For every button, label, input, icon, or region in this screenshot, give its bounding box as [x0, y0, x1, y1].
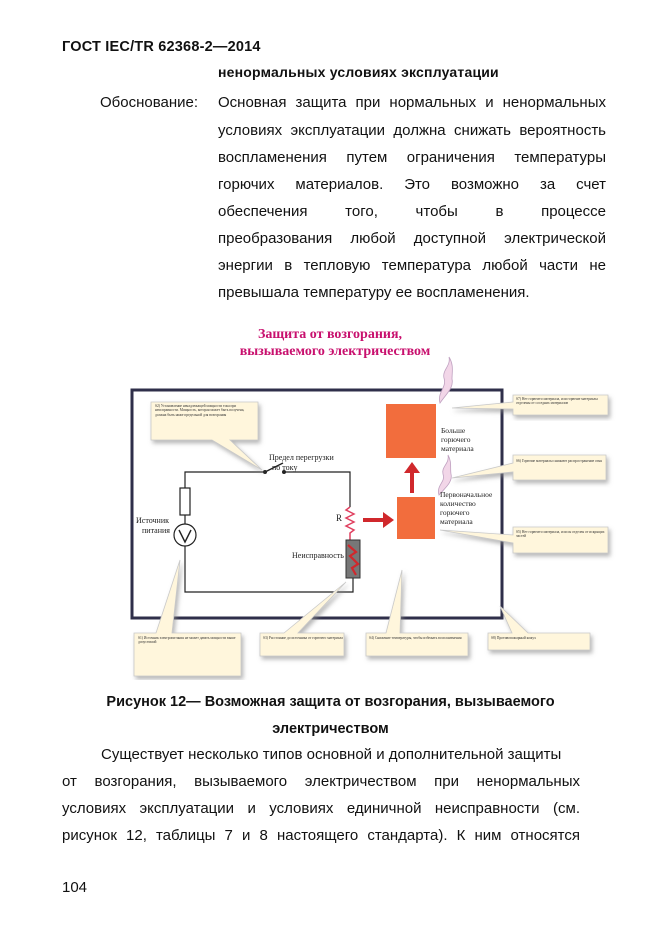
- switch-pin-left: [263, 470, 267, 474]
- rationale-line: Основная защита при нормальных и ненормальных: [218, 94, 606, 111]
- body-line: Существует несколько типов основной и дополнительной защиты: [101, 746, 562, 763]
- rationale-label: Обоснование:: [100, 94, 199, 111]
- rationale-line: горючих материалов. Это возможно за счет: [218, 176, 606, 193]
- page-number: 104: [62, 879, 88, 896]
- resistor-symbol: [346, 507, 354, 540]
- wire-top-left: [185, 472, 265, 482]
- figure-caption: Рисунок 12— Возможная защита от возгорания, вызываемого: [106, 694, 555, 710]
- rationale-line: превышала температуру ее воспламенения.: [218, 284, 530, 301]
- callout-s8-text: S8) Противопожарный кожух: [491, 636, 537, 640]
- big-material-label-2: горючего: [441, 435, 471, 444]
- initial-material-label-4: материала: [440, 517, 473, 526]
- wire-top-right: [284, 472, 350, 507]
- body-line: рисунок 12, таблицы 7 и 8 настоящего стандарта). К ним относятся: [62, 827, 580, 844]
- fire-protection-diagram: [0, 320, 661, 680]
- initial-material-block: [397, 497, 435, 539]
- callout-s5-text: S5) Нет горючего материала, или он отделен от искрящих частей: [516, 530, 605, 539]
- callout-s3-text: S3) Расстояние до источника от горючего материала: [263, 636, 343, 640]
- callout-s2-text: S2) Установление ненадлежащей мощности тока при неисправности. Мощность, которая может быть получена, должна быть ниже предельной для возгорания: [155, 404, 245, 417]
- rationale-line: преобразования любой доступной электрической: [218, 230, 606, 247]
- initial-material-label: Первоначальное: [440, 490, 493, 499]
- document-header: ГОСТ IEC/TR 62368-2—2014: [62, 39, 261, 55]
- initial-material-label-2: количество: [440, 499, 476, 508]
- body-line: условиях эксплуатации и условиях единичной неисправности (см.: [62, 800, 580, 817]
- rationale-line: воспламенения путем ограничения температуры: [218, 149, 606, 166]
- initial-material-label-3: горючего: [440, 508, 470, 517]
- figure-caption-2: электричеством: [272, 721, 389, 737]
- body-line: от возгорания, вызываемого электричеством при ненормальных: [62, 773, 580, 790]
- callout-s7-text: S7) Нет горючего материала, или горючие материалы отделены от соседних материалов: [516, 397, 598, 406]
- spread-arrow-icon: [404, 462, 420, 493]
- callout-s4-text: S4) Снижение температуры, чтобы избежать воспламенения: [369, 636, 462, 640]
- rationale-line: условиях эксплуатации должна снижать вероятность: [218, 122, 606, 139]
- big-material-label: Больше: [441, 426, 466, 435]
- resistor-label: R: [336, 513, 343, 523]
- diagram-title-1: Защита от возгорания,: [257, 327, 403, 342]
- section-subheading: ненормальных условиях эксплуатации: [218, 64, 499, 80]
- flame-icon-lower: [438, 455, 451, 495]
- rationale-line: энергии в тепловую температура любой части не: [218, 257, 606, 274]
- source-label: Источник: [136, 516, 169, 525]
- diagram-title-2: вызываемого электричеством: [239, 344, 431, 359]
- callout-s6-text: S6) Горючие материалы снижают распространение огня: [516, 459, 602, 463]
- source-fuse: [180, 488, 190, 515]
- flame-icon-upper: [439, 357, 452, 403]
- callout-s1-text: S1) Источник электропитания не может давать мощности выше допустимой: [138, 636, 236, 645]
- fault-label: Неисправность: [292, 551, 344, 560]
- heat-arrow-icon: [363, 512, 394, 528]
- big-material-label-3: материала: [441, 444, 474, 453]
- larger-material-block: [386, 404, 436, 458]
- overcurrent-label: Предел перегрузки: [269, 453, 334, 462]
- overcurrent-label-2: по току: [272, 463, 298, 472]
- rationale-line: обеспечения того, чтобы в процессе: [218, 203, 606, 220]
- source-label-2: питания: [142, 526, 170, 535]
